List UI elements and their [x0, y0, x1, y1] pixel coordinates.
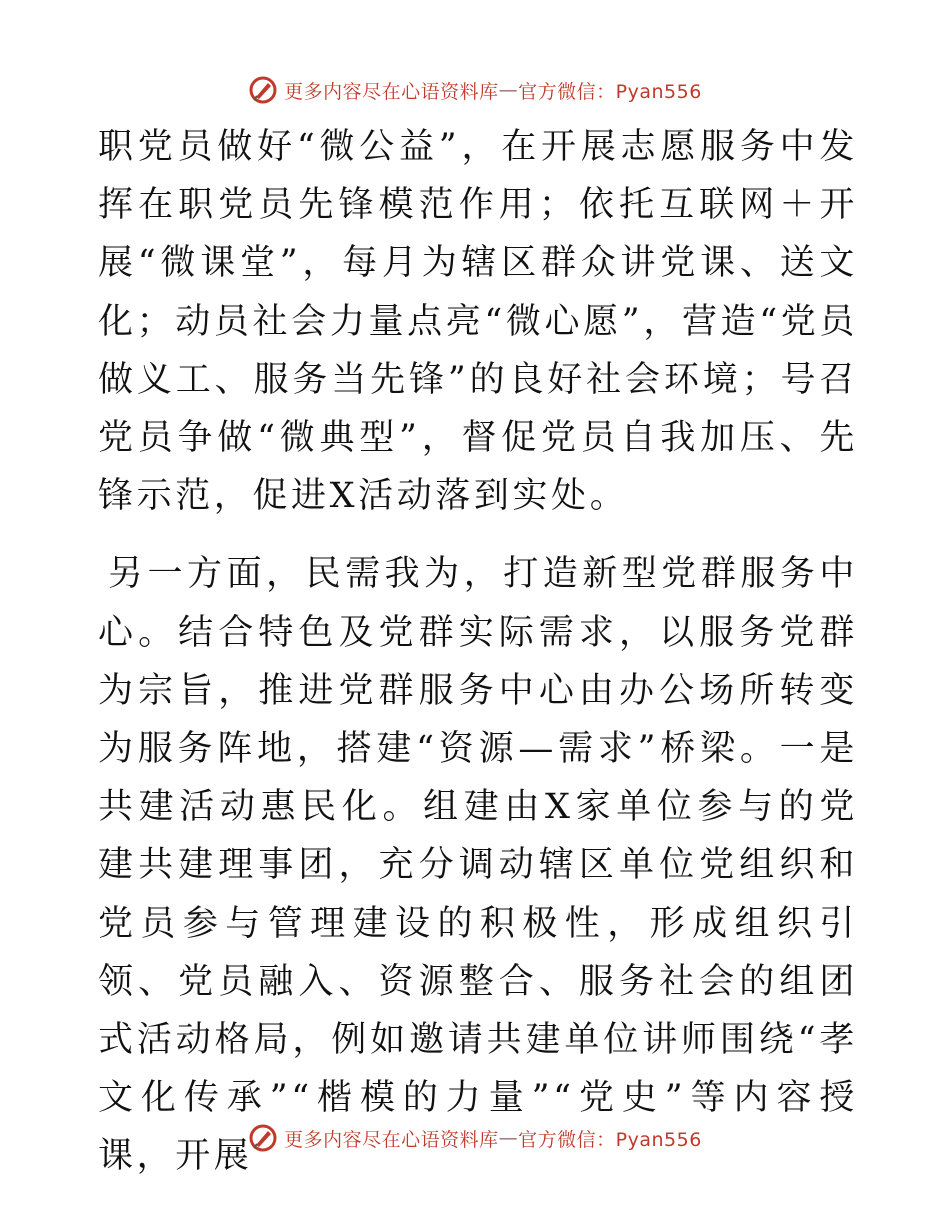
header-banner-wechat: 官方微信：Pyan556	[518, 80, 702, 103]
footer-banner-separator: —	[498, 1127, 519, 1149]
document-body	[98, 118, 858, 1186]
paragraph-1: 职党员做好“微公益”，在开展志愿服务中发挥在职党员先锋模范作用；依托互联网＋开展“微课堂”，每月为辖区群众讲党课、送文化；动员社会力量点亮“微心愿”，营造“党员做义工、服务当先锋”的良好社会环境；号召党员争做“微典型”，督促党员自我加压、先锋示范，促进X活动落到实处。	[98, 127, 858, 517]
footer-banner-wechat: 官方微信：Pyan556	[518, 1128, 702, 1151]
paragraph-2: 另一方面，民需我为，打造新型党群服务中心。结合特色及党群实际需求，以服务党群为宗旨，推进党群服务中心由办公场所转变为服务阵地，搭建“资源—需求”桥梁。一是共建活动惠民化。组建由X家单位参与的党建共建理事团，充分调动辖区单位党组织和党员参与管理建设的积极性，形成组织引领、党员融入、资源整合、服务社会的组团式活动格局，例如邀请共建单位讲师围绕“孝文化传承”“楷模的力量”“党史”等内容授课，开展	[98, 554, 858, 1177]
quill-circle-icon	[248, 1123, 278, 1153]
footer-banner	[0, 1118, 950, 1158]
quill-circle-icon	[248, 75, 278, 105]
header-banner	[0, 70, 950, 110]
footer-banner-text: 更多内容尽在心语资料库	[284, 1128, 499, 1151]
header-banner-separator: —	[498, 79, 519, 101]
header-banner-text: 更多内容尽在心语资料库	[284, 80, 499, 103]
